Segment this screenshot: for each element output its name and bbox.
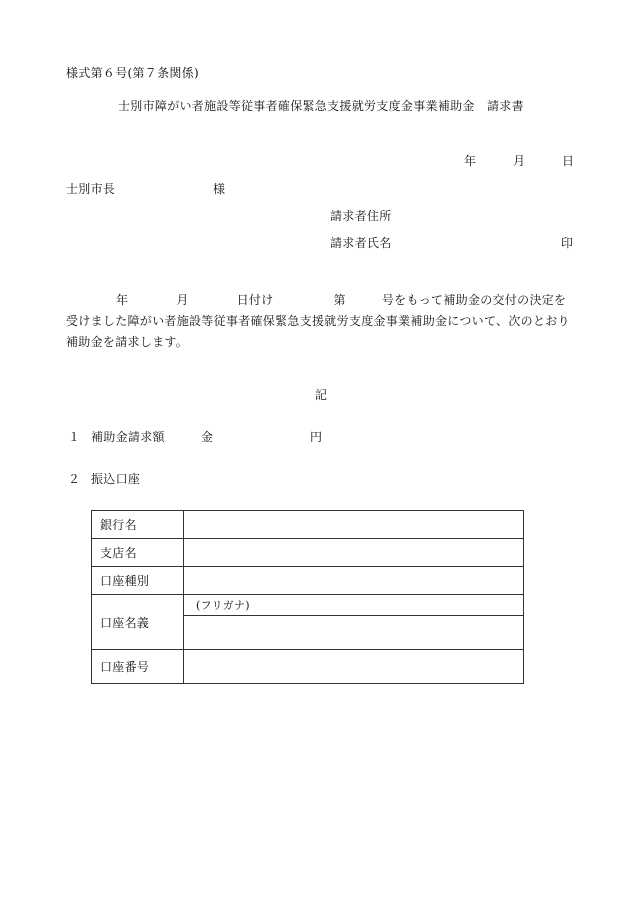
account-type-field[interactable] [184, 567, 524, 595]
branch-name-field[interactable] [184, 539, 524, 567]
ki-heading: 記 [315, 388, 328, 402]
account-number-field[interactable] [184, 650, 524, 684]
row-account-type [92, 567, 524, 595]
date-year: 年 [464, 154, 477, 168]
branch-name-label: 支店名 [92, 539, 184, 567]
row-account-number [92, 650, 524, 684]
claimant-name-label: 請求者氏名 [330, 236, 392, 250]
addressee-honorific: 様 [213, 182, 226, 196]
body-line1-rest: 号をもって補助金の交付の決定を [381, 293, 567, 307]
bank-name-field[interactable] [184, 511, 524, 539]
seal-mark: 印 [561, 236, 574, 250]
furigana-label: (フリガナ) [184, 595, 524, 616]
body-line-1 [66, 290, 586, 311]
account-number-label: 口座番号 [92, 650, 184, 684]
item1-unit: 円 [310, 430, 323, 444]
form-number: 様式第６号(第７条関係) [66, 66, 199, 80]
row-branch-name [92, 539, 524, 567]
item1-number: １ [68, 430, 81, 444]
claimant-address-label: 請求者住所 [330, 209, 392, 223]
account-holder-field[interactable] [184, 616, 524, 650]
item1-label: 補助金請求額 [91, 430, 165, 444]
account-holder-label: 口座名義 [92, 595, 184, 650]
bank-name-label: 銀行名 [92, 511, 184, 539]
body-line-2: 受けました障がい者施設等従事者確保緊急支援就労支度金事業補助金について、次のとおり [66, 314, 570, 328]
row-account-holder-kana [92, 595, 524, 616]
row-bank-name [92, 511, 524, 539]
request-body [66, 290, 586, 353]
addressee-name: 士別市長 [66, 182, 116, 196]
body-date-suffix: 日付け [236, 293, 274, 307]
item2-number: ２ [68, 472, 81, 486]
body-year: 年 [116, 293, 129, 307]
item1-prefix: 金 [201, 430, 214, 444]
document-title: 士別市障がい者施設等従事者確保緊急支援就労支度金事業補助金 請求書 [118, 99, 524, 113]
body-line-3: 補助金を請求します。 [66, 335, 189, 349]
account-type-label: 口座種別 [92, 567, 184, 595]
date-day: 日 [562, 154, 575, 168]
date-month: 月 [513, 154, 526, 168]
bank-account-table [91, 510, 524, 684]
body-number-prefix: 第 [333, 293, 346, 307]
item2-label: 振込口座 [91, 472, 141, 486]
body-month: 月 [176, 293, 189, 307]
